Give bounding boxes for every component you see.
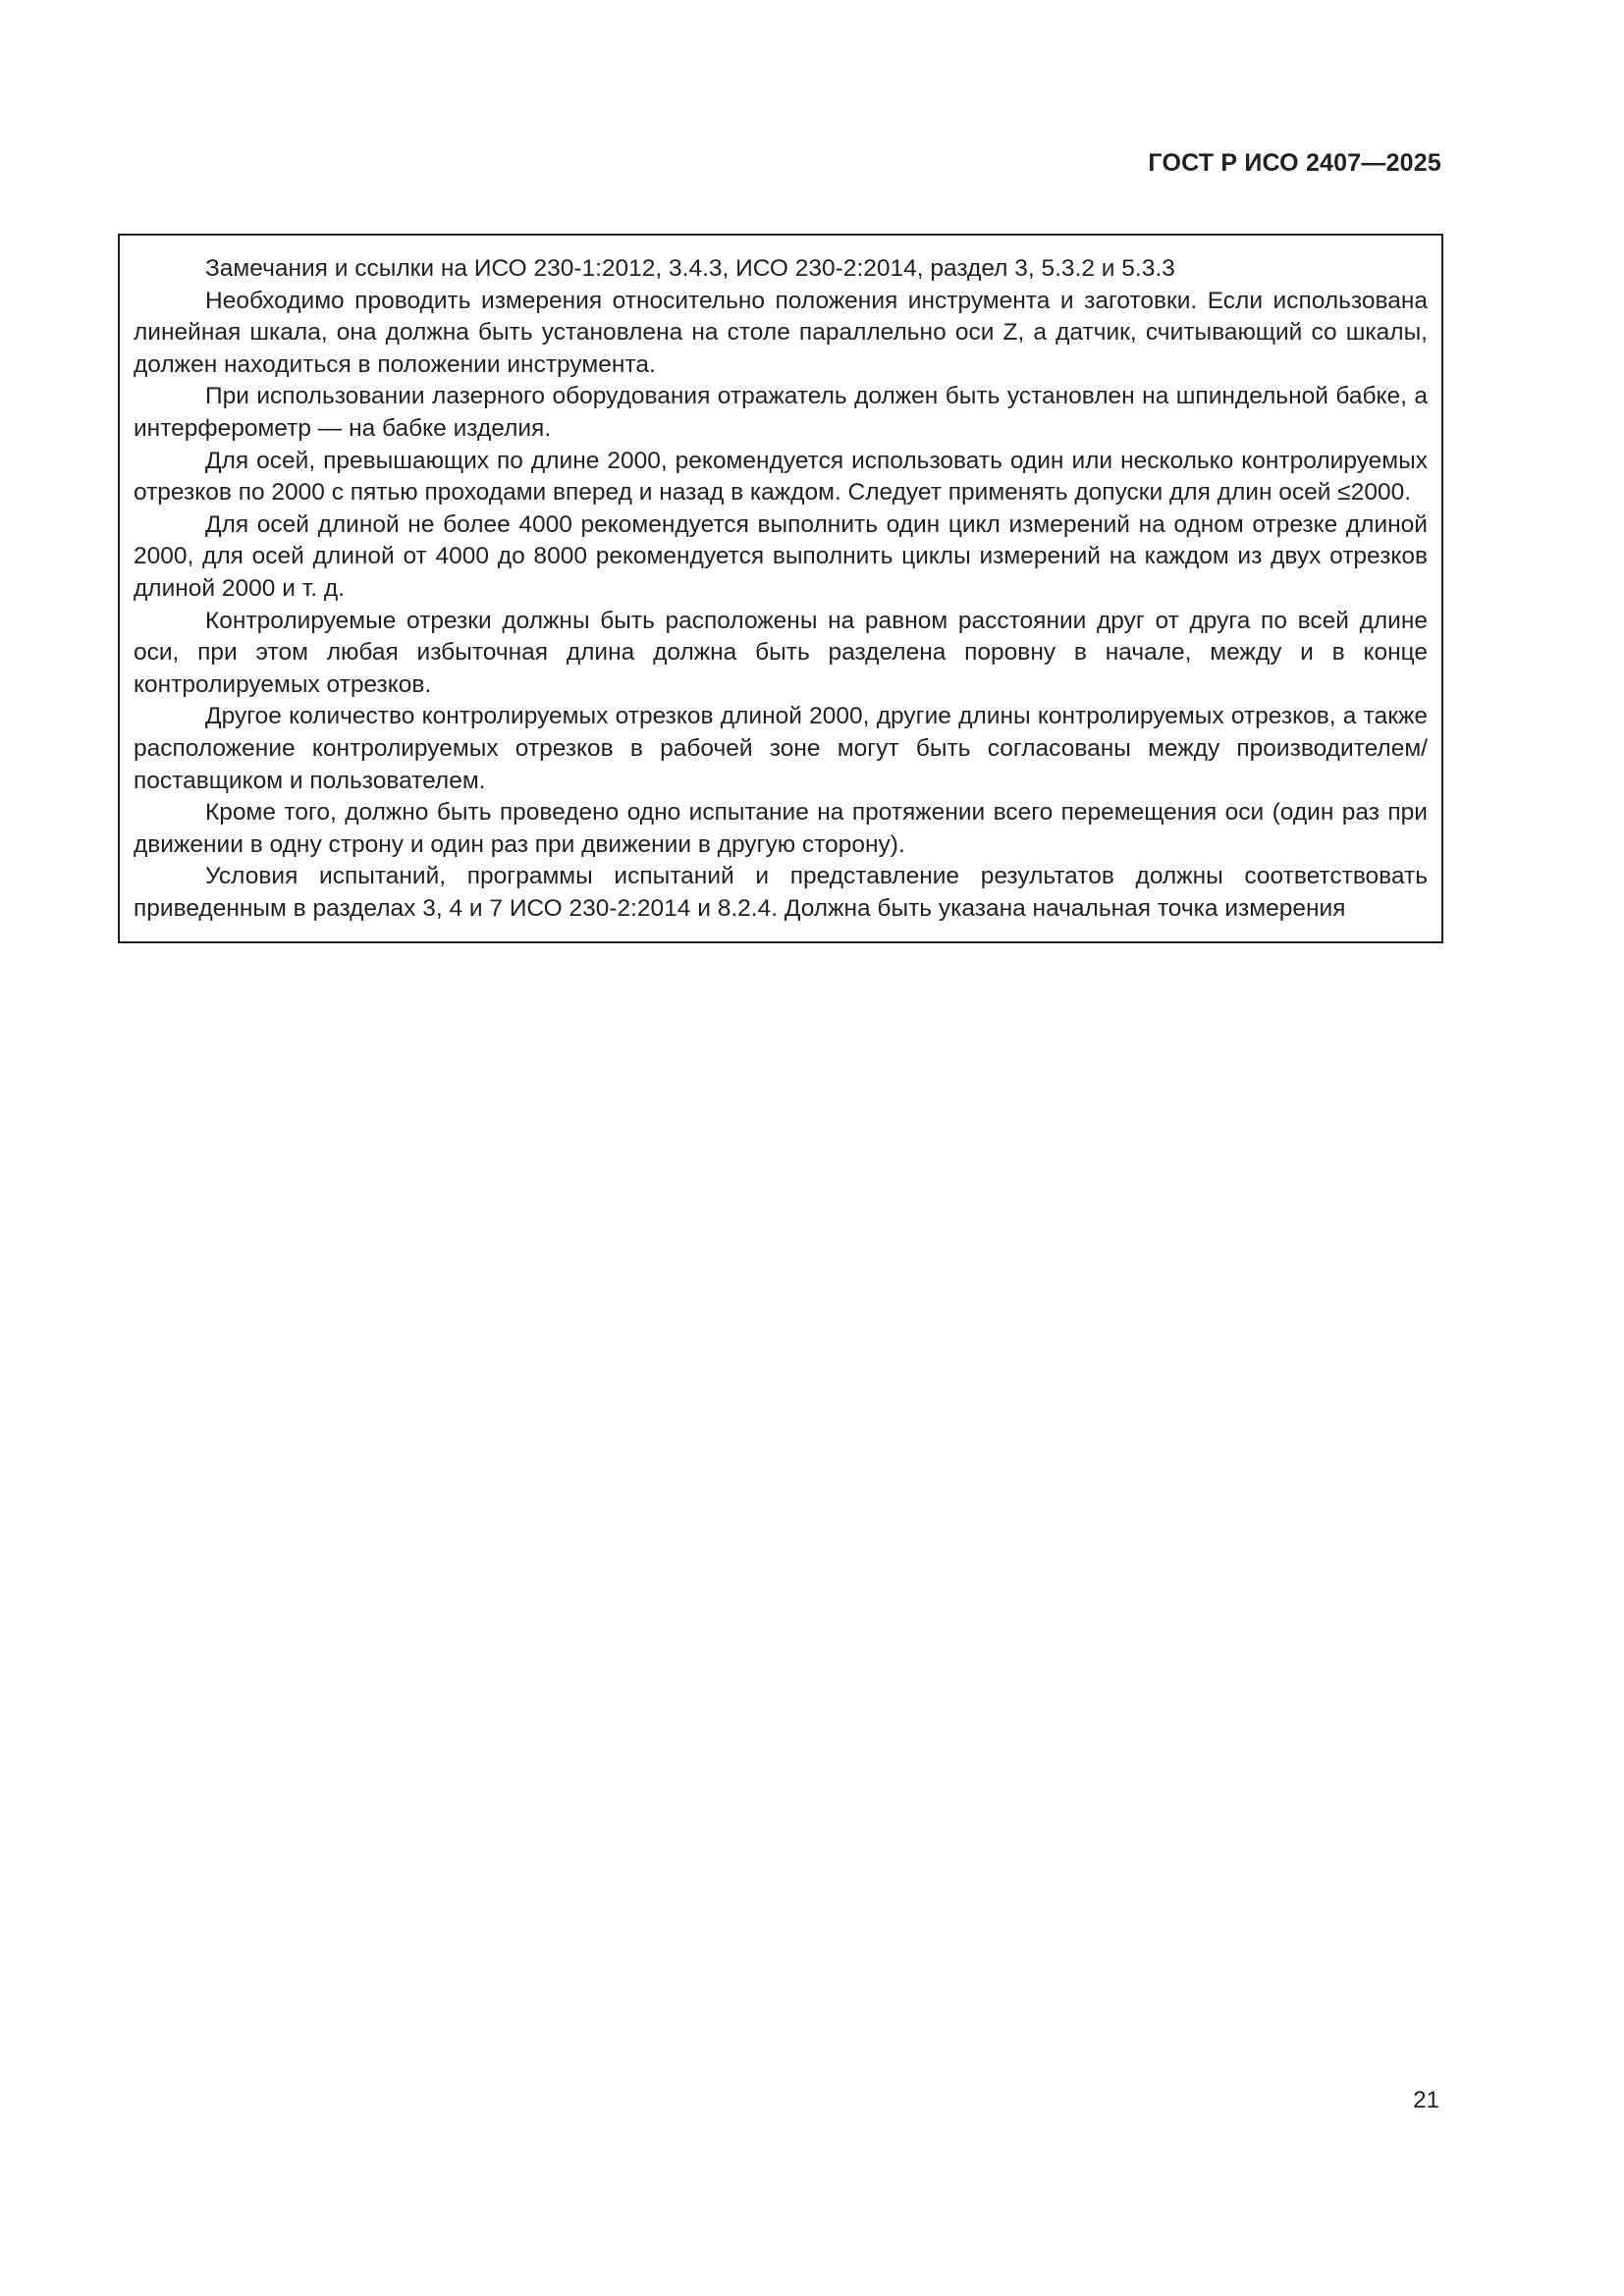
document-standard-code: ГОСТ Р ИСО 2407—2025 xyxy=(1148,149,1441,177)
notes-paragraph-measurement-position: Необходимо проводить измерения относительно положения инструмента и заготовки. Если использована линейная шкала, она должна быть установлена на столе параллельно оси Z, а датчик, считывающий со шкалы, должен находиться в положении инструмента. xyxy=(134,287,1428,378)
notes-paragraph-measurement-cycles: Для осей длиной не более 4000 рекомендуется выполнить один цикл измерений на одном отрезке длиной 2000, для осей длиной от 4000 до 8000 рекомендуется выполнить циклы измерений на каждом из двух отрезков длиной 2000 и т. д. xyxy=(134,510,1428,602)
notes-paragraph-agreement: Другое количество контролируемых отрезков длиной 2000, другие длины контролируемых отрезков, а также расположение контролируемых отрезков в рабочей зоне могут быть согласованы между производителем/поставщиком и пользователем. xyxy=(134,703,1428,794)
notes-paragraph-long-axes: Для осей, превышающих по длине 2000, рекомендуется использовать один или несколько контролируемых отрезков по 2000 с пятью проходами вперед и назад в каждом. Следует применять допуски для длин осей ≤2000. xyxy=(134,447,1428,507)
notes-paragraph-segment-spacing: Контролируемые отрезки должны быть расположены на равном расстоянии друг от друга по всей длине оси, при этом любая избыточная длина должна быть разделена поровну в начале, между и в конце контролируемых отрезков. xyxy=(134,607,1428,698)
notes-paragraph-laser-equipment: При использовании лазерного оборудования отражатель должен быть установлен на шпиндельной бабке, а интерферометр — на бабке изделия. xyxy=(134,383,1428,442)
page-number: 21 xyxy=(1413,2087,1439,2113)
notes-paragraph-test-conditions: Условия испытаний, программы испытаний и представление результатов должны соответствовать приведенным в разделах 3, 4 и 7 ИСО 230-2:2014 и 8.2.4. Должна быть указана начальная точка измерения xyxy=(134,863,1428,922)
notes-paragraph-full-travel-test: Кроме того, должно быть проведено одно испытание на протяжении всего перемещения оси (один раз при движении в одну строну и один раз при движении в другую сторону). xyxy=(134,799,1428,858)
notes-paragraph-references: Замечания и ссылки на ИСО 230-1:2012, 3.4.3, ИСО 230-2:2014, раздел 3, 5.3.2 и 5.3.3 xyxy=(205,255,1175,282)
notes-box xyxy=(118,234,1443,943)
